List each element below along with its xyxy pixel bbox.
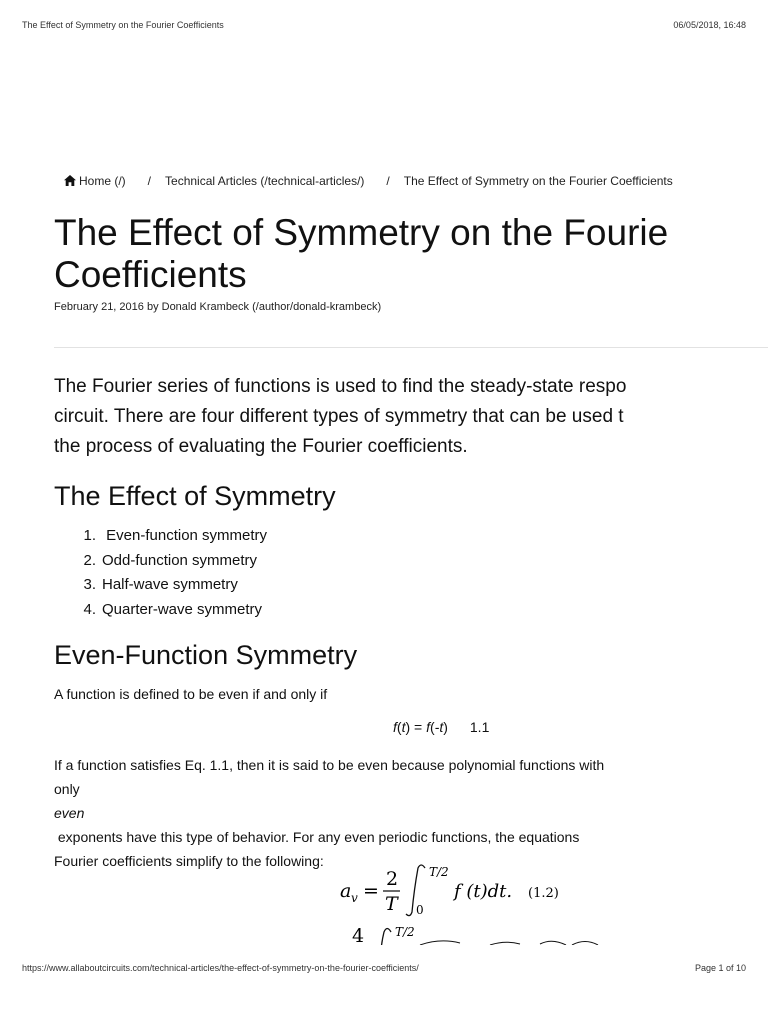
paragraph-line: If a function satisfies Eq. 1.1, then it is said to be even because polynomial functions with (54, 757, 605, 773)
eq-equals: = (363, 880, 379, 902)
pdf-footer-url: https://www.allaboutcircuits.com/technical-articles/the-effect-of-symmetry-on-the-fourier-coefficients/ (22, 963, 419, 973)
pdf-footer-page-number: Page 1 of 10 (694, 963, 746, 973)
paragraph-line (54, 777, 768, 849)
breadcrumb-separator: / (386, 174, 390, 188)
definition-text: A function is defined to be even if and only if (54, 686, 328, 702)
pdf-header-title: The Effect of Symmetry on the Fourier Coefficients (22, 20, 224, 30)
eq-symbol: f (426, 719, 430, 735)
integral-sign (381, 929, 391, 946)
page-title (54, 212, 668, 296)
fraction-numerator: 2 (386, 868, 399, 890)
breadcrumb-current: The Effect of Symmetry on the Fourier Coefficients (403, 174, 673, 188)
intro-line: The Fourier series of functions is used to find the steady-state respo (54, 376, 627, 397)
intro-line: the process of evaluating the Fourier coefficients. (54, 436, 468, 457)
eq13-coefficient: 4 (352, 925, 365, 945)
section-heading-even-function-symmetry: Even-Function Symmetry (54, 640, 358, 670)
eq-symbol: f (393, 719, 397, 735)
page-title-line2: Coefficients (54, 254, 247, 295)
breadcrumb-home-link[interactable]: Home (/) (79, 174, 126, 188)
breadcrumb (64, 174, 673, 188)
eq-operator: = (410, 719, 427, 735)
equation-label: 1.1 (469, 719, 490, 735)
eq-lhs: a (340, 880, 352, 902)
list-item (54, 573, 267, 598)
divider (54, 347, 768, 348)
integrand: f (t)dt. (454, 881, 513, 902)
list-item-number: 2. (83, 551, 96, 569)
list-item-text: Even-function symmetry (102, 527, 268, 544)
integral-upper-limit: T/2 (395, 925, 415, 939)
equation-1-1: f(t) = f(-t) 1.1 (393, 719, 490, 735)
paragraph-text: only (54, 781, 84, 797)
body-paragraph (54, 753, 768, 873)
breadcrumb-technical-articles-link[interactable]: Technical Articles (/technical-articles/) (165, 174, 365, 188)
list-item (54, 549, 267, 574)
list-item (54, 598, 267, 623)
pdf-header-datetime: 06/05/2018, 16:48 (673, 20, 746, 30)
eq-symbol: t (401, 719, 406, 735)
list-item-number: 4. (83, 600, 96, 618)
list-item-text: Quarter-wave symmetry (102, 600, 263, 618)
intro-line: circuit. There are four different types of symmetry that can be used t (54, 406, 624, 427)
list-item (54, 524, 267, 549)
paragraph-text: exponents have this type of behavior. For any even periodic functions, the equations (54, 829, 580, 845)
breadcrumb-separator: / (147, 174, 152, 188)
symmetry-list (54, 524, 267, 622)
home-icon (64, 175, 76, 186)
byline: February 21, 2016 by Donald Krambeck (/author/donald-krambeck) (54, 301, 382, 313)
section-heading-effect-of-symmetry: The Effect of Symmetry (54, 481, 336, 511)
emphasis-text: even (54, 805, 85, 821)
equation-label: (1.2) (528, 886, 559, 901)
integral-upper-limit: T/2 (429, 865, 449, 879)
eq-lhs-subscript: v (351, 891, 358, 905)
fraction-denominator: T (385, 893, 398, 915)
list-item-text: Odd-function symmetry (102, 551, 258, 569)
list-item-number: 1. (83, 527, 96, 544)
list-item-text: Half-wave symmetry (102, 576, 238, 593)
intro-paragraph (54, 372, 768, 462)
page-title-line1: The Effect of Symmetry on the Fourie (54, 212, 669, 253)
list-item-number: 3. (83, 576, 96, 593)
integral-lower-limit: 0 (416, 903, 424, 917)
eq-symbol: -t (434, 719, 444, 735)
paragraph-line: Fourier coefficients simplify to the following: (54, 853, 324, 869)
pdf-footer (22, 963, 746, 973)
clipped-equation-glyphs (420, 941, 598, 945)
